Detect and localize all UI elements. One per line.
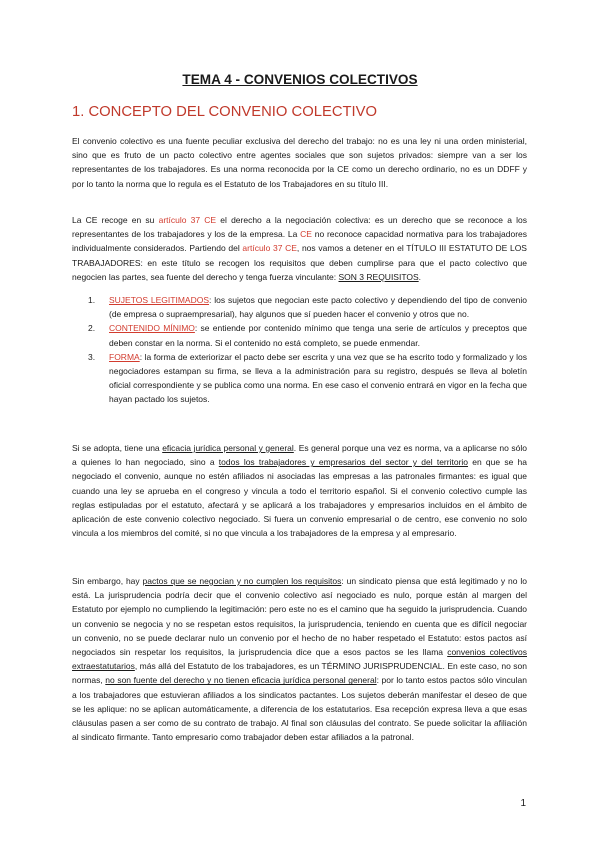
list-item [88,321,527,349]
text-run: , más allá del Estatuto de los trabajadores, es un TÉRMINO JURISPRUDENCIAL. En este caso, no son normas, [72,661,527,686]
text-run: , nos vamos a detener en el TÍTULO III ESTATUTO DE LOS TRABAJADORES: en este título se recogen los requisitos que deben cumplirse para que el pacto colectivo que negocien las partes, sea fuente del derecho y tenga fuerza vinculante: [72,243,527,282]
text-run: Sin embargo, hay [72,576,143,586]
requirement-text: : se entiende por contenido mínimo que tenga una serie de artículos y preceptos que deben constar en la norma. Si el contenido no está completo, se puede enmendar. [109,323,527,348]
underlined-phrase: pactos que se negocian y no cumplen los requisitos [142,576,342,586]
requirements-count: SON 3 REQUISITOS [338,271,419,282]
text-run: . [418,271,422,282]
list-number: 1. [88,295,96,305]
requirement-text: : la forma de exteriorizar el pacto debe ser escrita y una vez que se ha escrito todo y formalizado y los negociadores estampan su firma, se lleva a la administración para su registro, después se lleva al boletín oficial correspondiente y se publica como una norma. En ese caso el convenio entrará en vigor en la fecha que hayan pactado los sujetos. [109,351,527,405]
text-run: en que se ha negociado el convenio, aunque no estén afiliados ni asociadas las empresas a las patronales firmantes: es igual que cuando una ley se aprueba en el congreso y vincula a todo el territorio español. Si el convenio colectivo cumple las reglas estipuladas por el estatuto, afectará y se aplicará a los trabajadores y empresarios incluidos en el ámbito de aplicación de este convenio colectivo negociado. Si fuera un convenio empresarial o de centro, ese convenio no solo vincula a los miembros del comité, si no que vincula a los trabajadores de la empresa y al empresario. [72,457,527,539]
underlined-phrase: no son fuente del derecho y no tienen eficacia jurídica personal general [105,675,377,686]
ce-reference: CE [300,229,312,240]
text-run: el derecho a la negociación colectiva: es un derecho que se reconoce a los representantes de los trabajadores y los de la empresa. La [72,215,527,240]
article-37-reference: artículo 37 CE [158,215,217,225]
requirement-text: : los sujetos que negocian este pacto colectivo y dependiendo del tipo de convenio (de empresa o supraempresarial), hay algunos que sí pueden hacer el convenio y otros que no. [109,295,527,320]
paragraph-extraestatutarios [72,574,527,744]
underlined-phrase: eficacia jurídica personal y general [162,443,294,453]
underlined-phrase: convenios colectivos extraestatutarios [72,647,527,672]
requirement-label: CONTENIDO MÍNIMO [109,323,195,334]
list-item [88,350,527,407]
paragraph-efficacy [72,441,527,540]
paragraph-article-37 [72,213,527,284]
list-item [88,293,527,321]
text-run: La CE recoge en su [72,215,159,225]
section-heading: 1. CONCEPTO DEL CONVENIO COLECTIVO [72,104,378,120]
text-run: : por lo tanto estos pactos sólo vinculan a los trabajadores que estuvieran afiliados a los sindicatos pactantes. Los sujetos deberán manifestar el deseo de que se les aplique: no se aplican automáticamente, a diferencia de los estatutarios. Esa recepción expresa lleva a que esas cláusulas pasen a ser como de su contrato de trabajo. Al final son cláusulas del contrato. Se puede solicitar la afiliación al sindicato firmante. Tanto empresario como trabajador deben estar afiliados a la patronal. [72,675,527,743]
requirement-label: FORMA [109,351,140,362]
text-run: . Es general porque una vez es norma, va a aplicarse no sólo a quienes lo han negociado, sino a [72,443,527,468]
paragraph-definition: El convenio colectivo es una fuente peculiar exclusiva del derecho del trabajo: no es una ley ni una orden ministerial, sino que es fruto de un pacto colectivo entre agentes sociales que son sujetos privados: siempre van a ser los representantes de los trabajadores. Es una norma reconocida por la CE como un derecho ordinario, no es un DDFF y por lo tanto la norma que lo regula es el Estatuto de los Trabajadores en su título III. [72,136,527,189]
underlined-phrase: todos los trabajadores y empresarios del sector y del territorio [218,457,469,468]
article-37-reference: artículo 37 CE [242,243,297,254]
text-run: no reconoce capacidad normativa para los trabajadores individualmente considerados. Partiendo del [72,229,528,254]
document-title: TEMA 4 - CONVENIOS COLECTIVOS [182,72,418,87]
text-run: Si se adopta, tiene una [72,443,163,453]
page-number: 1 [520,798,526,809]
requirements-list [88,293,527,407]
list-number: 2. [88,323,96,334]
text-run: : un sindicato piensa que está legitimado y no lo está. La jurisprudencia podría decir que el convenio colectivo así negociado es nulo, porque están al margen del Estatuto por ejemplo no cumpliendo la legitimación: pero este no es el camino que ha seguido la jurisprudencia. Cuando un convenio se negocia y no se respetan estos requisitos, la jurisprudencia, teniendo en cuenta que es difícil negociar un convenio, no se puede declarar nulo un convenio por el hecho de no haber respetado el Estatuto: estos pactos así negociados sin respetar los requisitos, la jurisprudencia dice que a esos pactos se les llama [72,576,527,658]
requirement-label: SUJETOS LEGITIMADOS [109,295,210,305]
list-number: 3. [88,351,96,362]
